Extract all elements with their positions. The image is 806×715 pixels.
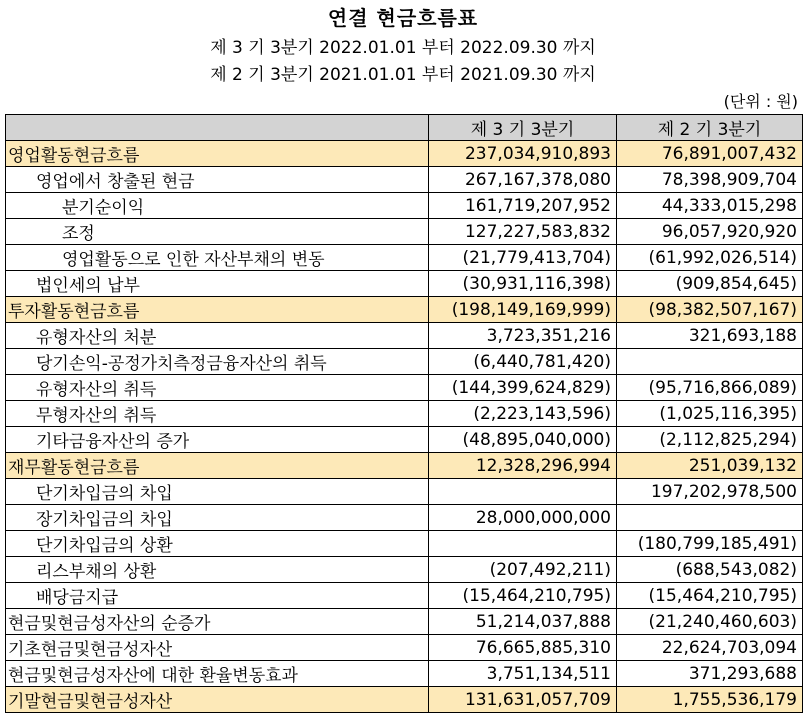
row-label: 법인세의 납부 [6,271,429,297]
row-label: 유형자산의 취득 [6,375,429,401]
table-row [6,219,803,245]
row-label: 기초현금및현금성자산 [6,635,429,661]
current-period-value: 76,665,885,310 [429,635,617,661]
table-row [6,427,803,453]
prior-period-value [617,505,803,531]
prior-period-value: 371,293,688 [617,661,803,687]
prior-period-value: 96,057,920,920 [617,219,803,245]
row-label: 조정 [6,219,429,245]
table-row [6,193,803,219]
prior-period-value: (15,464,210,795) [617,583,803,609]
row-label: 기말현금및현금성자산 [6,687,429,713]
current-period-value: 3,751,134,511 [429,661,617,687]
table-row [6,167,803,193]
table-row [6,635,803,661]
prior-period-value: (95,716,866,089) [617,375,803,401]
row-label: 단기차입금의 차입 [6,479,429,505]
statement-title: 연결 현금흐름표 [327,6,479,30]
row-label: 분기순이익 [6,193,429,219]
prior-period-value [617,349,803,375]
current-period-value: 267,167,378,080 [429,167,617,193]
prior-period-value: (1,025,116,395) [617,401,803,427]
current-period-value [429,531,617,557]
table-header-row [6,115,803,141]
table-row [6,401,803,427]
prior-period-value: 22,624,703,094 [617,635,803,661]
row-label: 당기손익-공정가치측정금융자산의 취득 [6,349,429,375]
current-period-value: 28,000,000,000 [429,505,617,531]
table-row [6,141,803,167]
table-row [6,479,803,505]
current-period-value: (198,149,169,999) [429,297,617,323]
row-label: 투자활동현금흐름 [6,297,429,323]
prior-period-value: (98,382,507,167) [617,297,803,323]
current-period-value: 3,723,351,216 [429,323,617,349]
cash-flow-table [5,114,803,713]
row-label: 단기차입금의 상환 [6,531,429,557]
prior-period-value: (2,112,825,294) [617,427,803,453]
row-label: 영업에서 창출된 현금 [6,167,429,193]
table-row [6,297,803,323]
row-label: 현금및현금성자산에 대한 환율변동효과 [6,661,429,687]
period-prior: 제 2 기 3분기 2021.01.01 부터 2021.09.30 까지 [210,65,596,85]
table-row [6,557,803,583]
row-label: 배당금지급 [6,583,429,609]
table-row [6,583,803,609]
header-current-period: 제 3 기 3분기 [429,115,617,141]
prior-period-value: (180,799,185,491) [617,531,803,557]
row-label: 유형자산의 처분 [6,323,429,349]
unit-label: (단위 : 원) [723,92,798,111]
current-period-value: (15,464,210,795) [429,583,617,609]
table-row [6,323,803,349]
current-period-value: 127,227,583,832 [429,219,617,245]
current-period-value: 237,034,910,893 [429,141,617,167]
table-row [6,609,803,635]
current-period-value [429,479,617,505]
row-label: 현금및현금성자산의 순증가 [6,609,429,635]
current-period-value: 161,719,207,952 [429,193,617,219]
current-period-value: 131,631,057,709 [429,687,617,713]
current-period-value: (48,895,040,000) [429,427,617,453]
prior-period-value: (21,240,460,603) [617,609,803,635]
row-label: 무형자산의 취득 [6,401,429,427]
current-period-value: (144,399,624,829) [429,375,617,401]
header-prior-period: 제 2 기 3분기 [617,115,803,141]
table-row [6,375,803,401]
prior-period-value: (909,854,645) [617,271,803,297]
prior-period-value: 1,755,536,179 [617,687,803,713]
period-current: 제 3 기 3분기 2022.01.01 부터 2022.09.30 까지 [210,38,596,58]
row-label: 기타금융자산의 증가 [6,427,429,453]
prior-period-value: 44,333,015,298 [617,193,803,219]
prior-period-value: 76,891,007,432 [617,141,803,167]
prior-period-value: 78,398,909,704 [617,167,803,193]
row-label: 영업활동으로 인한 자산부채의 변동 [6,245,429,271]
table-row [6,453,803,479]
table-row [6,687,803,713]
current-period-value: 51,214,037,888 [429,609,617,635]
current-period-value: (2,223,143,596) [429,401,617,427]
table-row [6,271,803,297]
current-period-value: (30,931,116,398) [429,271,617,297]
prior-period-value: (61,992,026,514) [617,245,803,271]
current-period-value: 12,328,296,994 [429,453,617,479]
header-label-col [6,115,429,141]
row-label: 영업활동현금흐름 [6,141,429,167]
table-row [6,531,803,557]
table-row [6,661,803,687]
prior-period-value: 321,693,188 [617,323,803,349]
prior-period-value: 251,039,132 [617,453,803,479]
prior-period-value: (688,543,082) [617,557,803,583]
table-body [6,141,803,713]
table-row [6,349,803,375]
current-period-value: (207,492,211) [429,557,617,583]
table-row [6,505,803,531]
prior-period-value: 197,202,978,500 [617,479,803,505]
row-label: 재무활동현금흐름 [6,453,429,479]
table-row [6,245,803,271]
row-label: 리스부채의 상환 [6,557,429,583]
current-period-value: (6,440,781,420) [429,349,617,375]
row-label: 장기차입금의 차입 [6,505,429,531]
current-period-value: (21,779,413,704) [429,245,617,271]
